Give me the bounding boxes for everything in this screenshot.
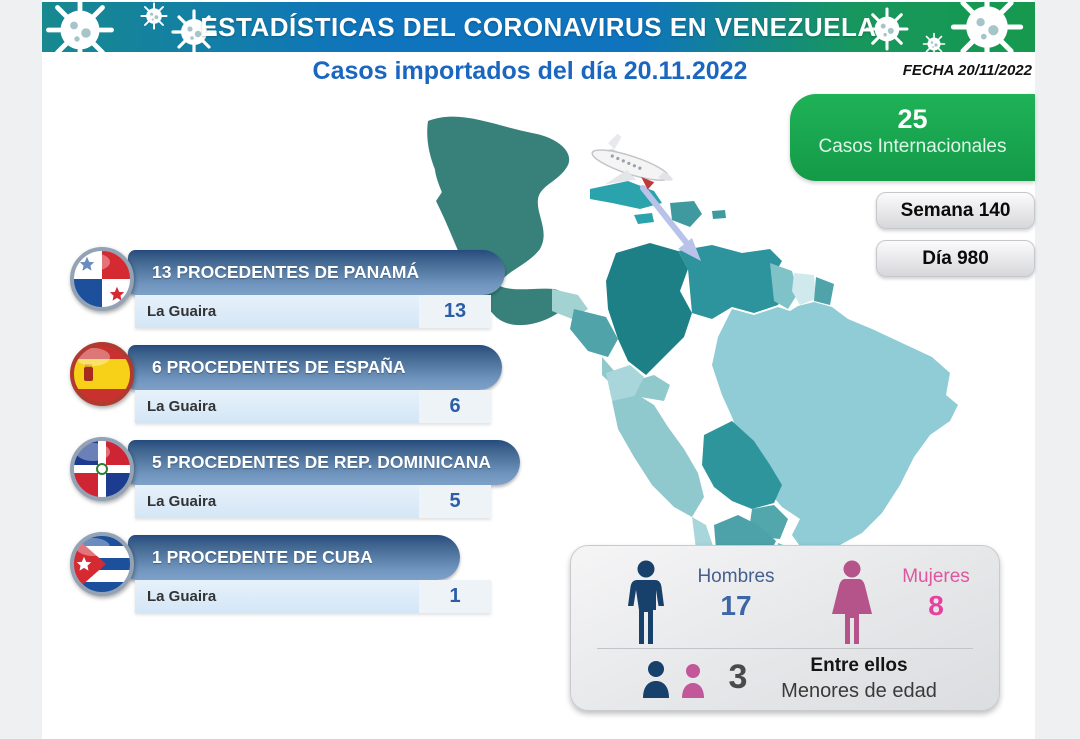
map-suriname (792, 273, 816, 305)
panama-flag-icon (68, 245, 136, 313)
map-puertorico (712, 210, 726, 219)
origin-header-bar (128, 345, 502, 390)
cuba-flag-icon (68, 530, 136, 598)
title-banner (42, 2, 1035, 52)
origin-count-value: 13 (419, 295, 491, 328)
origin-detail-row (135, 295, 491, 328)
subtitle: Casos importados del día 20.11.2022 (312, 57, 748, 85)
day-badge: Día 980 (876, 240, 1035, 277)
men-count: 17 (720, 590, 752, 621)
women-count: 8 (928, 590, 944, 621)
origin-count-value: 1 (419, 580, 491, 613)
origin-header-label: 13 PROCEDENTES DE PANAMÁ (152, 262, 420, 282)
international-cases-box (790, 94, 1035, 181)
origin-row-panama (68, 245, 538, 331)
man-icon (623, 560, 669, 646)
origin-row-spain (68, 340, 538, 426)
origin-city-label: La Guaira (147, 303, 217, 320)
origin-header-label: 6 PROCEDENTES DE ESPAÑA (152, 357, 406, 377)
origin-header-bar (128, 250, 505, 295)
page-title: ESTADÍSTICAS DEL CORONAVIRUS EN VENEZUELA (200, 12, 877, 42)
date-label: FECHA 20/11/2022 (902, 62, 1032, 79)
map-colombia (606, 243, 692, 375)
origin-city-label: La Guaira (147, 493, 217, 510)
origin-city-label: La Guaira (147, 588, 217, 605)
origin-header-label: 5 PROCEDENTES DE REP. DOMINICANA (152, 452, 492, 472)
map-frenchguiana (814, 277, 834, 305)
demographics-card (570, 545, 1000, 711)
international-cases-count: 25 (897, 104, 928, 134)
origin-row-dominican-republic (68, 435, 538, 521)
spain-flag-icon (68, 340, 136, 408)
map-hispaniola (670, 201, 702, 227)
minors-line1: Entre ellos (810, 655, 908, 676)
origin-city-label: La Guaira (147, 398, 217, 415)
minors-line2: Menores de edad (781, 680, 937, 702)
origin-detail-row (135, 580, 491, 613)
week-badge: Semana 140 (876, 192, 1035, 229)
origin-count-value: 6 (419, 390, 491, 423)
origin-row-cuba (68, 530, 538, 616)
minors-text (759, 654, 959, 704)
origin-detail-row (135, 485, 491, 518)
origin-count-value: 5 (419, 485, 491, 518)
women-label: Mujeres (902, 566, 970, 587)
map-jamaica (634, 213, 654, 224)
international-cases-label: Casos Internacionales (818, 136, 1007, 157)
minors-count: 3 (728, 658, 748, 696)
map-peru (612, 395, 704, 517)
origin-detail-row (135, 390, 491, 423)
men-label: Hombres (697, 566, 775, 587)
divider (597, 648, 973, 649)
dominican-republic-flag-icon (68, 435, 136, 503)
woman-icon (826, 560, 878, 646)
map-brazil (712, 302, 958, 557)
origin-header-bar (128, 440, 520, 485)
origin-header-label: 1 PROCEDENTE DE CUBA (152, 547, 373, 567)
minors-icons (641, 660, 713, 698)
origin-header-bar (128, 535, 460, 580)
